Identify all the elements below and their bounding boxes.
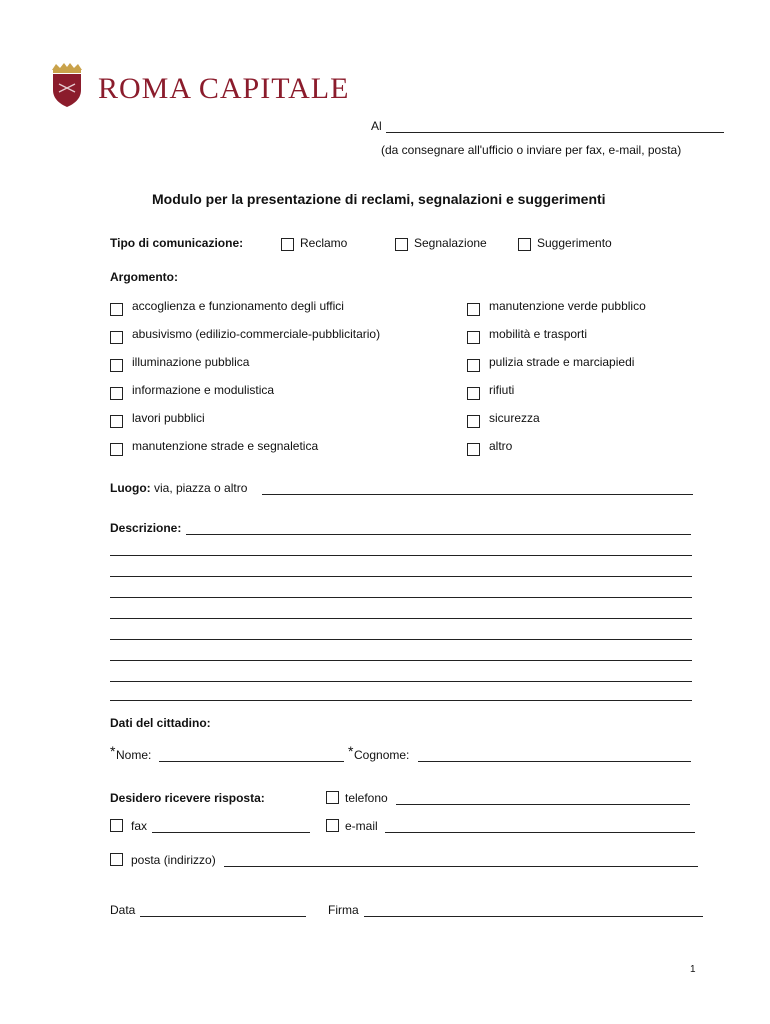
argomento-checkbox-lavori[interactable] bbox=[110, 415, 123, 428]
fax-checkbox[interactable] bbox=[110, 819, 123, 832]
reclamo-label: Reclamo bbox=[300, 236, 348, 250]
argomento-label-abusivismo: abusivismo (edilizio-commerciale-pubblicitario) bbox=[132, 327, 381, 341]
recipient-note: (da consegnare all'ufficio o inviare per fax, e-mail, posta) bbox=[381, 143, 682, 157]
argomento-label-sicurezza: sicurezza bbox=[489, 411, 540, 425]
argomento-label-illuminazione: illuminazione pubblica bbox=[132, 355, 250, 369]
argomento-checkbox-pulizia[interactable] bbox=[467, 359, 480, 372]
argomento-checkbox-illuminazione[interactable] bbox=[110, 359, 123, 372]
nome-required-asterisk: * bbox=[110, 743, 116, 759]
descrizione-label: Descrizione: bbox=[110, 521, 182, 535]
descrizione-line[interactable] bbox=[110, 639, 692, 640]
argomento-label-strade: manutenzione strade e segnaletica bbox=[132, 439, 319, 453]
argomento-label-pulizia: pulizia strade e marciapiedi bbox=[489, 355, 635, 369]
reclamo-checkbox[interactable] bbox=[281, 238, 294, 251]
segnalazione-checkbox[interactable] bbox=[395, 238, 408, 251]
posta-label: posta (indirizzo) bbox=[131, 853, 216, 867]
page-title: Modulo per la presentazione di reclami, segnalazioni e suggerimenti bbox=[152, 191, 606, 207]
email-checkbox[interactable] bbox=[326, 819, 339, 832]
argomento-checkbox-verde[interactable] bbox=[467, 303, 480, 316]
argomento-label-altro: altro bbox=[489, 439, 513, 453]
recipient-field[interactable] bbox=[386, 132, 724, 133]
argomento-label: Argomento: bbox=[110, 270, 178, 284]
risposta-label: Desidero ricevere risposta: bbox=[110, 791, 265, 805]
luogo-row bbox=[110, 481, 247, 495]
argomento-checkbox-sicurezza[interactable] bbox=[467, 415, 480, 428]
roma-capitale-crest-icon bbox=[48, 62, 86, 108]
argomento-checkbox-accoglienza[interactable] bbox=[110, 303, 123, 316]
argomento-checkbox-rifiuti[interactable] bbox=[467, 387, 480, 400]
argomento-label-informazione: informazione e modulistica bbox=[132, 383, 275, 397]
descrizione-line[interactable] bbox=[110, 681, 692, 682]
luogo-label: Luogo: bbox=[110, 481, 151, 495]
nome-label: Nome: bbox=[116, 748, 152, 762]
argomento-label-mobilita: mobilità e trasporti bbox=[489, 327, 588, 341]
page-number: 1 bbox=[690, 964, 696, 975]
luogo-field[interactable] bbox=[262, 494, 693, 495]
descrizione-line[interactable] bbox=[110, 597, 692, 598]
argomento-label-accoglienza: accoglienza e funzionamento degli uffici bbox=[132, 299, 344, 313]
luogo-hint: via, piazza o altro bbox=[154, 481, 248, 495]
data-field[interactable] bbox=[140, 916, 306, 917]
argomento-checkbox-abusivismo[interactable] bbox=[110, 331, 123, 344]
recipient-label: Al bbox=[371, 119, 382, 133]
data-label: Data bbox=[110, 903, 136, 917]
telefono-field[interactable] bbox=[396, 804, 690, 805]
posta-field[interactable] bbox=[224, 866, 698, 867]
argomento-checkbox-mobilita[interactable] bbox=[467, 331, 480, 344]
descrizione-line[interactable] bbox=[110, 618, 692, 619]
cognome-label: Cognome: bbox=[354, 748, 410, 762]
tipo-label: Tipo di comunicazione: bbox=[110, 236, 244, 250]
email-label: e-mail bbox=[345, 819, 378, 833]
descrizione-line[interactable] bbox=[110, 700, 692, 701]
suggerimento-checkbox[interactable] bbox=[518, 238, 531, 251]
cittadino-label: Dati del cittadino: bbox=[110, 716, 211, 730]
argomento-label-verde: manutenzione verde pubblico bbox=[489, 299, 646, 313]
argomento-checkbox-altro[interactable] bbox=[467, 443, 480, 456]
cognome-required-asterisk: * bbox=[348, 743, 354, 759]
email-field[interactable] bbox=[385, 832, 695, 833]
suggerimento-label: Suggerimento bbox=[537, 236, 612, 250]
cognome-field[interactable] bbox=[418, 761, 691, 762]
posta-checkbox[interactable] bbox=[110, 853, 123, 866]
argomento-label-rifiuti: rifiuti bbox=[489, 383, 515, 397]
segnalazione-label: Segnalazione bbox=[414, 236, 487, 250]
nome-field[interactable] bbox=[159, 761, 344, 762]
argomento-checkbox-strade[interactable] bbox=[110, 443, 123, 456]
descrizione-field[interactable] bbox=[186, 534, 691, 535]
telefono-checkbox[interactable] bbox=[326, 791, 339, 804]
firma-label: Firma bbox=[328, 903, 359, 917]
descrizione-line[interactable] bbox=[110, 660, 692, 661]
descrizione-line[interactable] bbox=[110, 576, 692, 577]
fax-label: fax bbox=[131, 819, 148, 833]
fax-field[interactable] bbox=[152, 832, 310, 833]
argomento-checkbox-informazione[interactable] bbox=[110, 387, 123, 400]
descrizione-line[interactable] bbox=[110, 555, 692, 556]
telefono-label: telefono bbox=[345, 791, 388, 805]
argomento-label-lavori: lavori pubblici bbox=[132, 411, 205, 425]
firma-field[interactable] bbox=[364, 916, 703, 917]
logo-text: ROMA CAPITALE bbox=[98, 72, 350, 105]
